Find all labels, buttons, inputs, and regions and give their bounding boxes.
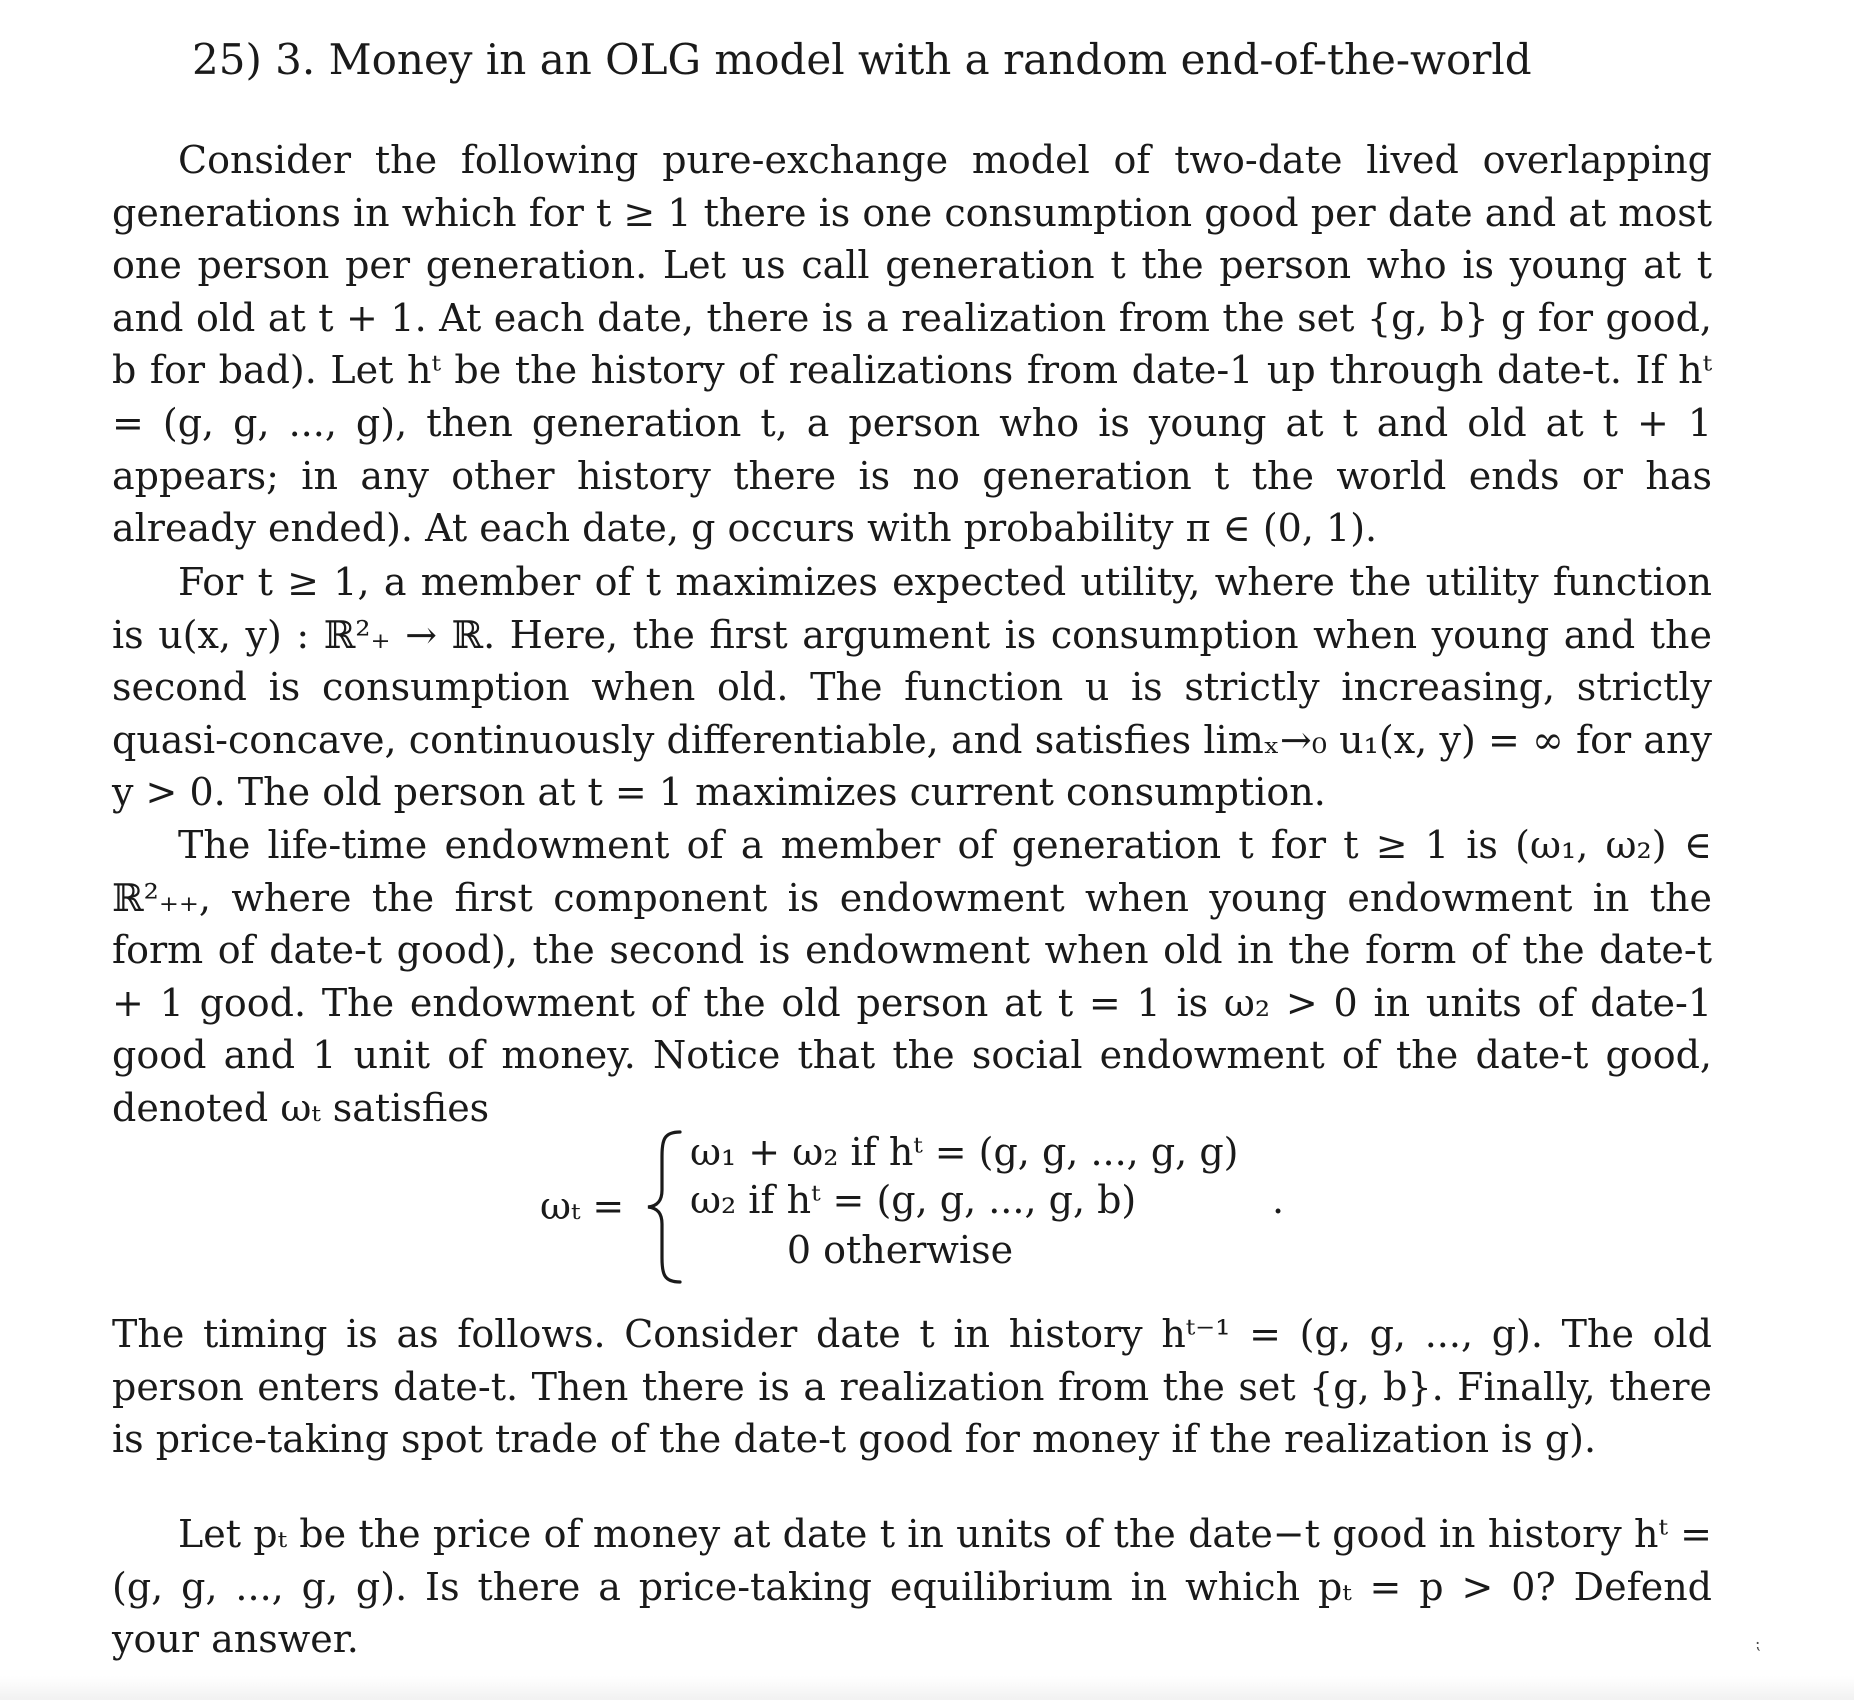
margin-mark: ⁏ xyxy=(1755,1634,1761,1653)
paragraph-4-text: The timing is as follows. Consider date t in history hᵗ⁻¹ = (g, g, ..., g). The old person enters date-t. Then there is a realization from the set {g, b}. Finally, there is price-taking spot trade of the date-t good for money if the realization is g). xyxy=(112,1312,1712,1462)
paragraph-question xyxy=(112,1508,1712,1666)
equation-case-2: ω₂ if hᵗ = (g, g, ..., g, b) xyxy=(690,1178,1137,1222)
problem-title: 25) 3. Money in an OLG model with a random end-of-the-world xyxy=(192,35,1532,84)
paragraph-5-text: Let pₜ be the price of money at date t in units of the date−t good in history hᵗ = (g, g, ..., g, g). Is there a price-taking equilibrium in which pₜ = p > 0? Defend your answer. xyxy=(112,1512,1712,1662)
paragraph-timing xyxy=(112,1308,1712,1466)
paragraph-3-text: The life-time endowment of a member of generation t for t ≥ 1 is (ω₁, ω₂) ∈ ℝ²₊₊, where the first component is endowment when young endowment in the form of date-t good), the second is endowment when old in the form of the date-t + 1 good. The endowment of the old person at t = 1 is ω₂ > 0 in units of date-1 good and 1 unit of money. Notice that the social endowment of the date-t good, denoted ωₜ satisfies xyxy=(112,823,1712,1130)
paragraph-endowment xyxy=(112,819,1712,1135)
paragraph-model-setup xyxy=(112,134,1712,555)
equation-lhs: ωₜ = xyxy=(540,1184,625,1228)
equation-period: . xyxy=(1272,1178,1285,1222)
equation-case-3: 0 otherwise xyxy=(786,1228,1014,1272)
paragraph-1-text: Consider the following pure-exchange model of two-date lived overlapping generations in which for t ≥ 1 there is one consumption good per date and at most one person per generation. Let us call generation t the person who is young at t and old at t + 1. At each date, there is a realization from the set {g, b} g for good, b for bad). Let hᵗ be the history of realizations from date-1 up through date-t. If hᵗ = (g, g, ..., g), then generation t, a person who is young at t and old at t + 1 appears; in any other history there is no generation t the world ends or has already ended). At each date, g occurs with probability π ∈ (0, 1). xyxy=(112,138,1712,551)
paragraph-utility xyxy=(112,556,1712,819)
paragraph-2-text: For t ≥ 1, a member of t maximizes expected utility, where the utility function is u(x, y) : ℝ²₊ → ℝ. Here, the first argument is consumption when young and the second is consumption when old. The function u is strictly increasing, strictly quasi-concave, continuously differentiable, and satisfies limₓ→₀ u₁(x, y) = ∞ for any y > 0. The old person at t = 1 maximizes current consumption. xyxy=(112,560,1712,815)
page-bottom-shadow xyxy=(0,1676,1854,1700)
social-endowment-equation xyxy=(540,1122,1360,1292)
equation-case-1: ω₁ + ω₂ if hᵗ = (g, g, ..., g, g) xyxy=(690,1130,1239,1174)
